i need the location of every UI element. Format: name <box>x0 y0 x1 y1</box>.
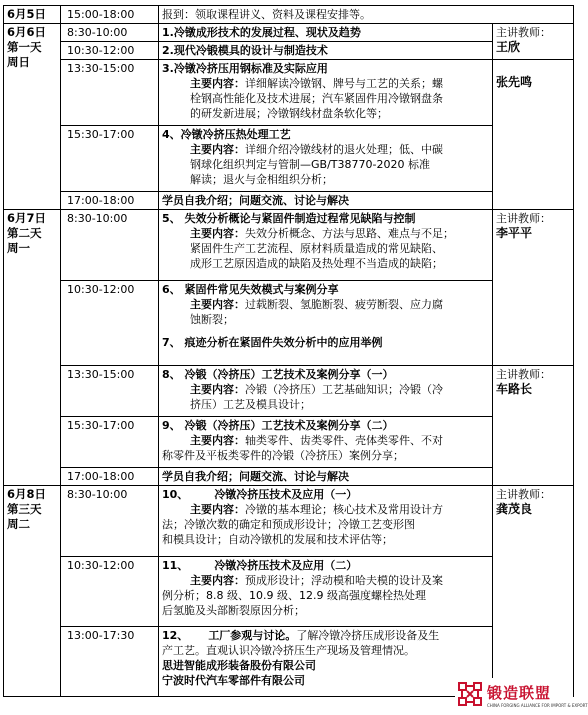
time-cell: 15:30-17:00 <box>61 126 159 192</box>
content-text: 预成形设计；浮动模和哈夫模的设计及案 <box>245 574 443 587</box>
session-cell <box>159 126 493 192</box>
content-text: 详细介绍冷镦线材的退火处理；低、中碳 <box>245 143 443 156</box>
time-cell: 13:00-17:30 <box>61 627 159 697</box>
time-cell: 13:30-15:00 <box>61 366 159 417</box>
content-text: 解读；退火与金相组织分析； <box>190 173 333 186</box>
teacher-label: 主讲教师： <box>496 368 551 381</box>
content-text: 冷锻（冷挤压）工艺基础知识；冷锻（冷 <box>245 383 443 396</box>
session-number: 12、 <box>162 629 189 642</box>
time-cell: 13:30-15:00 <box>61 60 159 126</box>
content-text: 法；冷镦次数的确定和预成形设计；冷镦工艺变形图 <box>162 518 415 531</box>
content-label: 主要内容： <box>190 383 245 396</box>
content-text: 紧固件生产工艺流程、原材料质量造成的常见缺陷、 <box>190 242 443 255</box>
content-label: 主要内容： <box>190 143 245 156</box>
content-label: 主要内容： <box>190 298 245 311</box>
content-text: 了解冷镦冷挤压成形设备及生 <box>296 629 440 642</box>
content-label: 主要内容： <box>190 434 245 447</box>
session-title: 7、 痕迹分析在紧固件失效分析中的应用举例 <box>162 336 383 349</box>
time-cell: 8:30-10:00 <box>61 24 159 42</box>
time-cell: 10:30-12:00 <box>61 42 159 60</box>
teacher-cell <box>493 24 574 60</box>
teacher-cell <box>493 210 574 366</box>
forging-alliance-logo <box>455 678 588 714</box>
logo-mark-icon <box>457 681 483 707</box>
session-title: 9、 冷锻（冷挤压）工艺技术及案例分享（二） <box>162 419 394 432</box>
weekday: 周二 <box>7 517 30 531</box>
time-cell: 15:00-18:00 <box>61 6 159 24</box>
session-title: 工厂参观与讨论。 <box>208 629 297 642</box>
session-title: 1.冷镦成形技术的发展过程、现状及趋势 <box>159 24 493 42</box>
session-title: 冷镦冷挤压技术及应用（一） <box>214 488 358 501</box>
content-text: 称零件及平板类零件的冷锻（冷挤压）案例分享； <box>162 449 404 462</box>
content-text: 例分析；8.8 级、10.9 级、12.9 级高强度螺栓热处理 <box>162 589 426 602</box>
session-title: 4、冷镦冷挤压热处理工艺 <box>162 128 291 141</box>
content-text: 产工艺。直观认识冷镦冷挤压生产现场及管理情况。 <box>162 644 415 657</box>
session-cell <box>159 366 493 417</box>
content-text: 后氢脆及头部断裂原因分析； <box>162 604 305 617</box>
time-cell: 8:30-10:00 <box>61 486 159 557</box>
date-cell <box>4 24 61 210</box>
session-cell <box>159 210 493 281</box>
content-label: 主要内容： <box>190 574 245 587</box>
content-text: 栓钢高性能化及技术进展；汽车紧固件用冷镦钢盘条 <box>190 92 443 105</box>
session-title: 8、 冷锻（冷挤压）工艺技术及案例分享（一） <box>162 368 394 381</box>
session-number: 10、 <box>162 488 189 501</box>
logo-text: 锻造联盟 <box>487 684 552 702</box>
time-cell: 8:30-10:00 <box>61 210 159 281</box>
teacher-name: 张先鸣 <box>496 75 533 89</box>
schedule-item: 报到：领取课程讲义、资料及课程安排等。 <box>159 6 574 24</box>
company-name: 思进智能成形装备股份有限公司 <box>162 659 316 672</box>
date: 6月7日 <box>7 211 47 225</box>
content-text: 失效分析概念、方法与思路、难点与不足； <box>245 227 454 240</box>
content-text: 挤压）工艺及模具设计； <box>190 398 311 411</box>
teacher-name: 车路长 <box>496 382 533 396</box>
date: 6月5日 <box>7 7 47 21</box>
time-cell: 10:30-12:00 <box>61 557 159 627</box>
session-cell <box>159 417 493 468</box>
content-text: 过载断裂、氢脆断裂、疲劳断裂、应力腐 <box>245 298 443 311</box>
session-title: 3.冷镦冷挤压用钢标准及实际应用 <box>162 62 328 75</box>
content-text: 钢球化组织判定与管制—GB/T38770-2020 标准 <box>190 158 430 171</box>
day-number: 第二天 <box>7 226 42 240</box>
weekday: 周日 <box>7 55 30 69</box>
teacher-cell <box>493 60 574 210</box>
time-cell: 15:30-17:00 <box>61 417 159 468</box>
content-label: 主要内容： <box>190 227 245 240</box>
date-cell <box>4 210 61 486</box>
date-cell <box>4 486 61 697</box>
date: 6月8日 <box>7 487 47 501</box>
content-text: 冷镦的基本理论；核心技术及常用设计方 <box>245 503 443 516</box>
teacher-label: 主讲教师： <box>496 26 551 39</box>
session-title: 6、 紧固件常见失效模式与案例分享 <box>162 283 339 296</box>
teacher-name: 龚茂良 <box>496 502 533 516</box>
teacher-label: 主讲教师： <box>496 488 551 501</box>
content-text: 详细解读冷镦钢、牌号与工艺的关系；螺 <box>245 77 443 90</box>
teacher-name: 王欣 <box>496 40 521 54</box>
time-cell: 10:30-12:00 <box>61 281 159 366</box>
time-cell: 17:00-18:00 <box>61 192 159 210</box>
day-number: 第三天 <box>7 502 42 516</box>
weekday: 周一 <box>7 241 30 255</box>
content-text: 轴类零件、齿类零件、壳体类零件、不对 <box>245 434 443 447</box>
teacher-cell <box>493 366 574 486</box>
content-label: 主要内容： <box>190 503 245 516</box>
teacher-name: 李平平 <box>496 226 533 240</box>
session-cell <box>159 486 493 557</box>
logo-tagline: CHINA FORGING ALLIANCE FOR IMPORT & EXPORT <box>487 703 588 708</box>
session-title: 冷镦冷挤压技术及应用（二） <box>214 559 358 572</box>
teacher-cell <box>493 486 574 697</box>
date: 6月6日 <box>7 25 47 39</box>
content-label: 主要内容： <box>190 77 245 90</box>
time-cell: 17:00-18:00 <box>61 468 159 486</box>
teacher-label: 主讲教师： <box>496 212 551 225</box>
content-text: 的研发新进展；冷镦钢线材盘条软化等； <box>190 107 388 120</box>
session-title: 学员自我介绍；问题交流、讨论与解决 <box>159 192 493 210</box>
date-cell <box>4 6 61 24</box>
schedule-table <box>3 5 574 697</box>
session-cell <box>159 627 493 697</box>
content-text: 和模具设计；自动冷镦机的发展和技术评估等； <box>162 533 393 546</box>
company-name: 宁波时代汽车零部件有限公司 <box>162 674 305 687</box>
session-number: 11、 <box>162 559 189 572</box>
session-cell <box>159 557 493 627</box>
session-cell <box>159 60 493 126</box>
content-text: 蚀断裂； <box>190 313 234 326</box>
session-title: 学员自我介绍；问题交流、讨论与解决 <box>159 468 493 486</box>
day-number: 第一天 <box>7 40 42 54</box>
session-title: 5、 失效分析概论与紧固件制造过程常见缺陷与控制 <box>162 212 416 225</box>
session-title: 2.现代冷锻模具的设计与制造技术 <box>159 42 493 60</box>
session-cell <box>159 281 493 366</box>
content-text: 成形工艺原因造成的缺陷及热处理不当造成的缺陷； <box>190 257 443 270</box>
